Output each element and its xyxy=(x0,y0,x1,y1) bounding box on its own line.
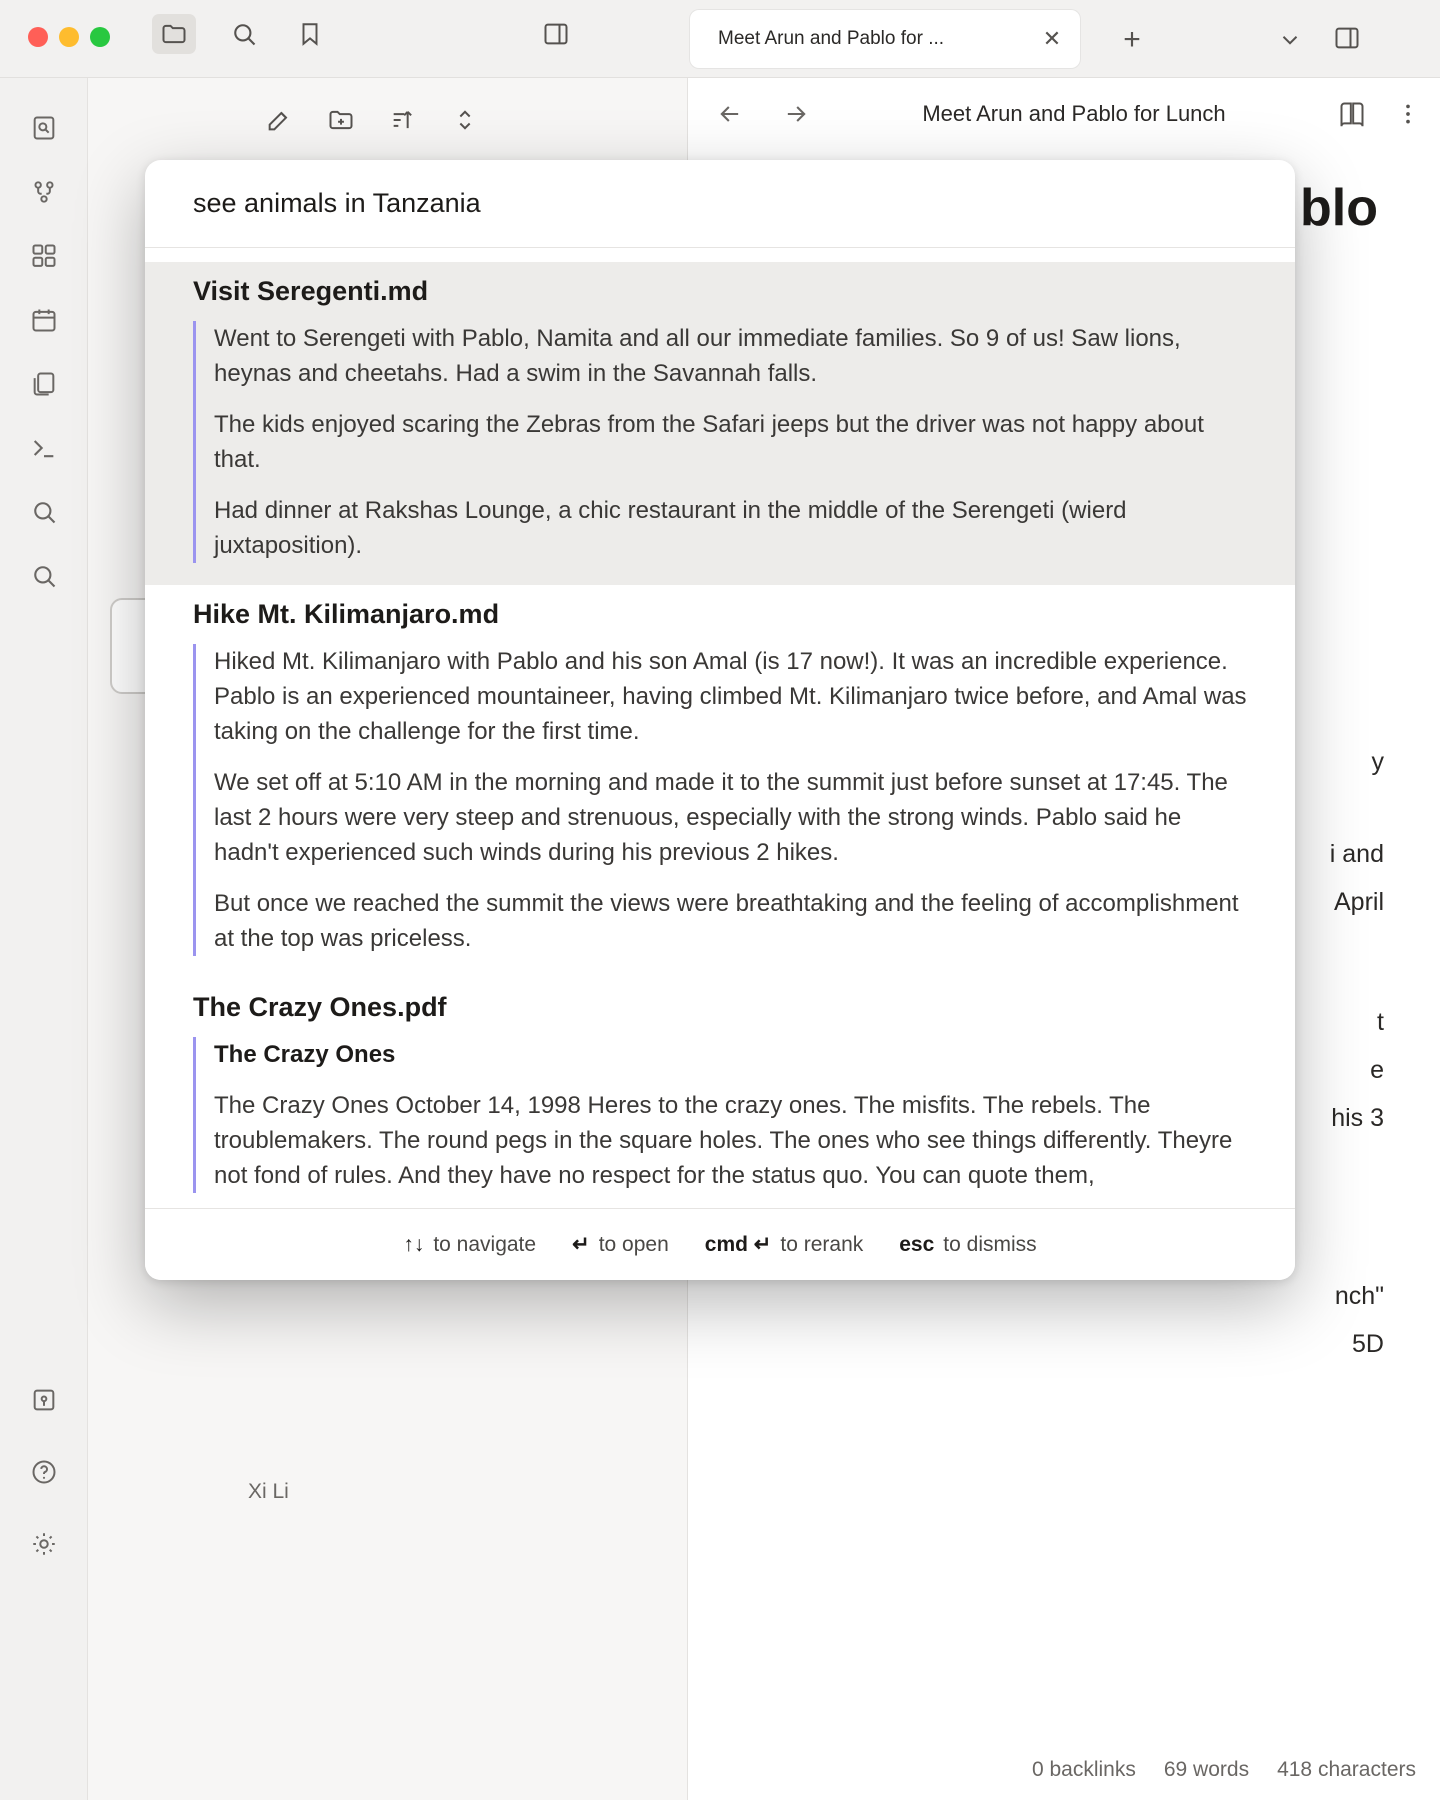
chevron-down-icon[interactable] xyxy=(1270,22,1310,58)
search-icon[interactable] xyxy=(222,14,266,54)
sort-icon[interactable] xyxy=(382,99,424,141)
maximize-window-button[interactable] xyxy=(90,27,110,47)
sidebar-right-icon[interactable] xyxy=(534,14,578,54)
character-count: 418 characters xyxy=(1277,1758,1416,1781)
calendar-icon[interactable] xyxy=(22,298,66,342)
hint-label: to dismiss xyxy=(943,1232,1037,1256)
word-count: 69 words xyxy=(1163,1758,1250,1781)
help-icon[interactable] xyxy=(22,1450,66,1494)
note-author-label: Xi Li xyxy=(248,1480,289,1503)
folder-icon[interactable] xyxy=(152,14,196,54)
document-body-line: April xyxy=(1333,888,1384,916)
hint-label: to rerank xyxy=(780,1232,864,1256)
result-title: The Crazy Ones.pdf xyxy=(193,992,447,1022)
files-icon[interactable] xyxy=(22,362,66,406)
hint-navigate xyxy=(403,1233,536,1257)
icon-rail xyxy=(0,78,88,1800)
result-paragraph: The Crazy Ones October 14, 1998 Heres to the crazy ones. The misfits. The rebels. The troublemakers. The round pegs in the square holes. The ones who see things differently. Theyre not fond of rules. And they have no respect for the status quo. You can quote them, xyxy=(214,1092,1233,1189)
document-body-line: nch" xyxy=(1334,1282,1384,1310)
hint-rerank xyxy=(705,1232,863,1257)
document-body-line: i and xyxy=(1329,840,1384,868)
document-heading: blo xyxy=(1300,179,1378,237)
document-body-line: e xyxy=(1370,1056,1384,1084)
backlinks-count: 0 backlinks xyxy=(1031,1758,1136,1781)
search-overlay xyxy=(145,160,1295,1280)
titlebar xyxy=(0,0,1440,78)
terminal-icon[interactable] xyxy=(22,426,66,470)
hint-key: cmd ↵ xyxy=(704,1233,772,1256)
close-window-button[interactable] xyxy=(28,27,48,47)
forward-icon[interactable] xyxy=(772,90,820,138)
search-result-hike-kilimanjaro[interactable] xyxy=(145,585,1295,978)
status-bar xyxy=(1032,1758,1416,1782)
sidebar-right-icon-2[interactable] xyxy=(1325,18,1369,58)
document-body-line: 5D xyxy=(1352,1330,1384,1358)
search-icon-rail[interactable] xyxy=(22,490,66,534)
settings-icon[interactable] xyxy=(22,1522,66,1566)
tab-label: Meet Arun and Pablo for ... xyxy=(718,28,945,49)
dashboard-icon[interactable] xyxy=(22,234,66,278)
result-paragraph: But once we reached the summit the views were breathtaking and the feeling of accomplishment at the top was priceless. xyxy=(214,890,1239,952)
traffic-lights xyxy=(28,27,110,47)
document-toolbar xyxy=(688,78,1440,150)
search-results-list xyxy=(145,248,1295,1208)
result-paragraph: Hiked Mt. Kilimanjaro with Pablo and his son Amal (is 17 now!). It was an incredible experience. Pablo is an experienced mountaineer, having climbed Mt. Kilimanjaro twice before, and Amal was taking on the challenge for the first time. xyxy=(214,648,1247,745)
search-result-visit-seregenti[interactable] xyxy=(145,262,1295,585)
search-result-crazy-ones[interactable] xyxy=(145,978,1295,1208)
hint-key: esc xyxy=(899,1232,935,1256)
hint-dismiss xyxy=(899,1233,1036,1257)
search-overlay-footer xyxy=(145,1208,1295,1280)
result-title: Visit Seregenti.md xyxy=(193,276,429,306)
document-body-line: y xyxy=(1371,748,1384,776)
tab-meet-arun-and-pablo[interactable] xyxy=(690,10,1080,68)
hint-label: to open xyxy=(598,1232,669,1256)
file-search-icon[interactable] xyxy=(22,106,66,150)
result-body xyxy=(193,321,1247,563)
document-body-line: his 3 xyxy=(1331,1104,1384,1132)
bookmark-icon[interactable] xyxy=(288,14,332,54)
result-paragraph: We set off at 5:10 AM in the morning and made it to the summit just before sunset at 17:45. The last 2 hours were very steep and strenuous, especially with the strong winds. Pablo said he hadn't experienced such winds during his previous 2 hikes. xyxy=(214,769,1228,866)
result-body xyxy=(193,1037,1247,1193)
tab-strip xyxy=(690,0,1440,78)
hint-key: ↵ xyxy=(572,1233,590,1256)
more-vertical-icon[interactable] xyxy=(1384,90,1432,138)
result-paragraph: Went to Serengeti with Pablo, Namita and all our immediate families. So 9 of us! Saw lions, heynas and cheetahs. Had a swim in the Savannah falls. xyxy=(214,325,1181,387)
minimize-window-button[interactable] xyxy=(59,27,79,47)
search-input[interactable]: see animals in Tanzania xyxy=(145,160,1295,248)
back-icon[interactable] xyxy=(706,90,754,138)
collapse-icon[interactable] xyxy=(444,99,486,141)
result-title: Hike Mt. Kilimanjaro.md xyxy=(193,599,500,629)
book-icon[interactable] xyxy=(1328,90,1376,138)
hint-label: to navigate xyxy=(433,1232,537,1256)
document-title: Meet Arun and Pablo for Lunch xyxy=(922,101,1226,126)
search-alt-icon[interactable] xyxy=(22,554,66,598)
result-paragraph: The kids enjoyed scaring the Zebras from the Safari jeeps but the driver was not happy about that. xyxy=(214,411,1204,473)
close-icon[interactable]: ✕ xyxy=(1042,26,1062,51)
new-folder-icon[interactable] xyxy=(320,99,362,141)
note-pane-toolbar xyxy=(88,88,688,152)
sync-icon[interactable] xyxy=(22,1378,66,1422)
new-tab-button[interactable]: + xyxy=(1123,23,1141,56)
compose-icon[interactable] xyxy=(258,99,300,141)
document-body-line: t xyxy=(1377,1008,1384,1036)
hint-key: ↑↓ xyxy=(403,1232,425,1256)
result-paragraph-heading: The Crazy Ones xyxy=(214,1041,396,1068)
result-body xyxy=(193,644,1247,956)
result-paragraph: Had dinner at Rakshas Lounge, a chic restaurant in the middle of the Serengeti (wierd juxtaposition). xyxy=(214,497,1127,559)
hint-open xyxy=(572,1232,669,1257)
graph-icon[interactable] xyxy=(22,170,66,214)
